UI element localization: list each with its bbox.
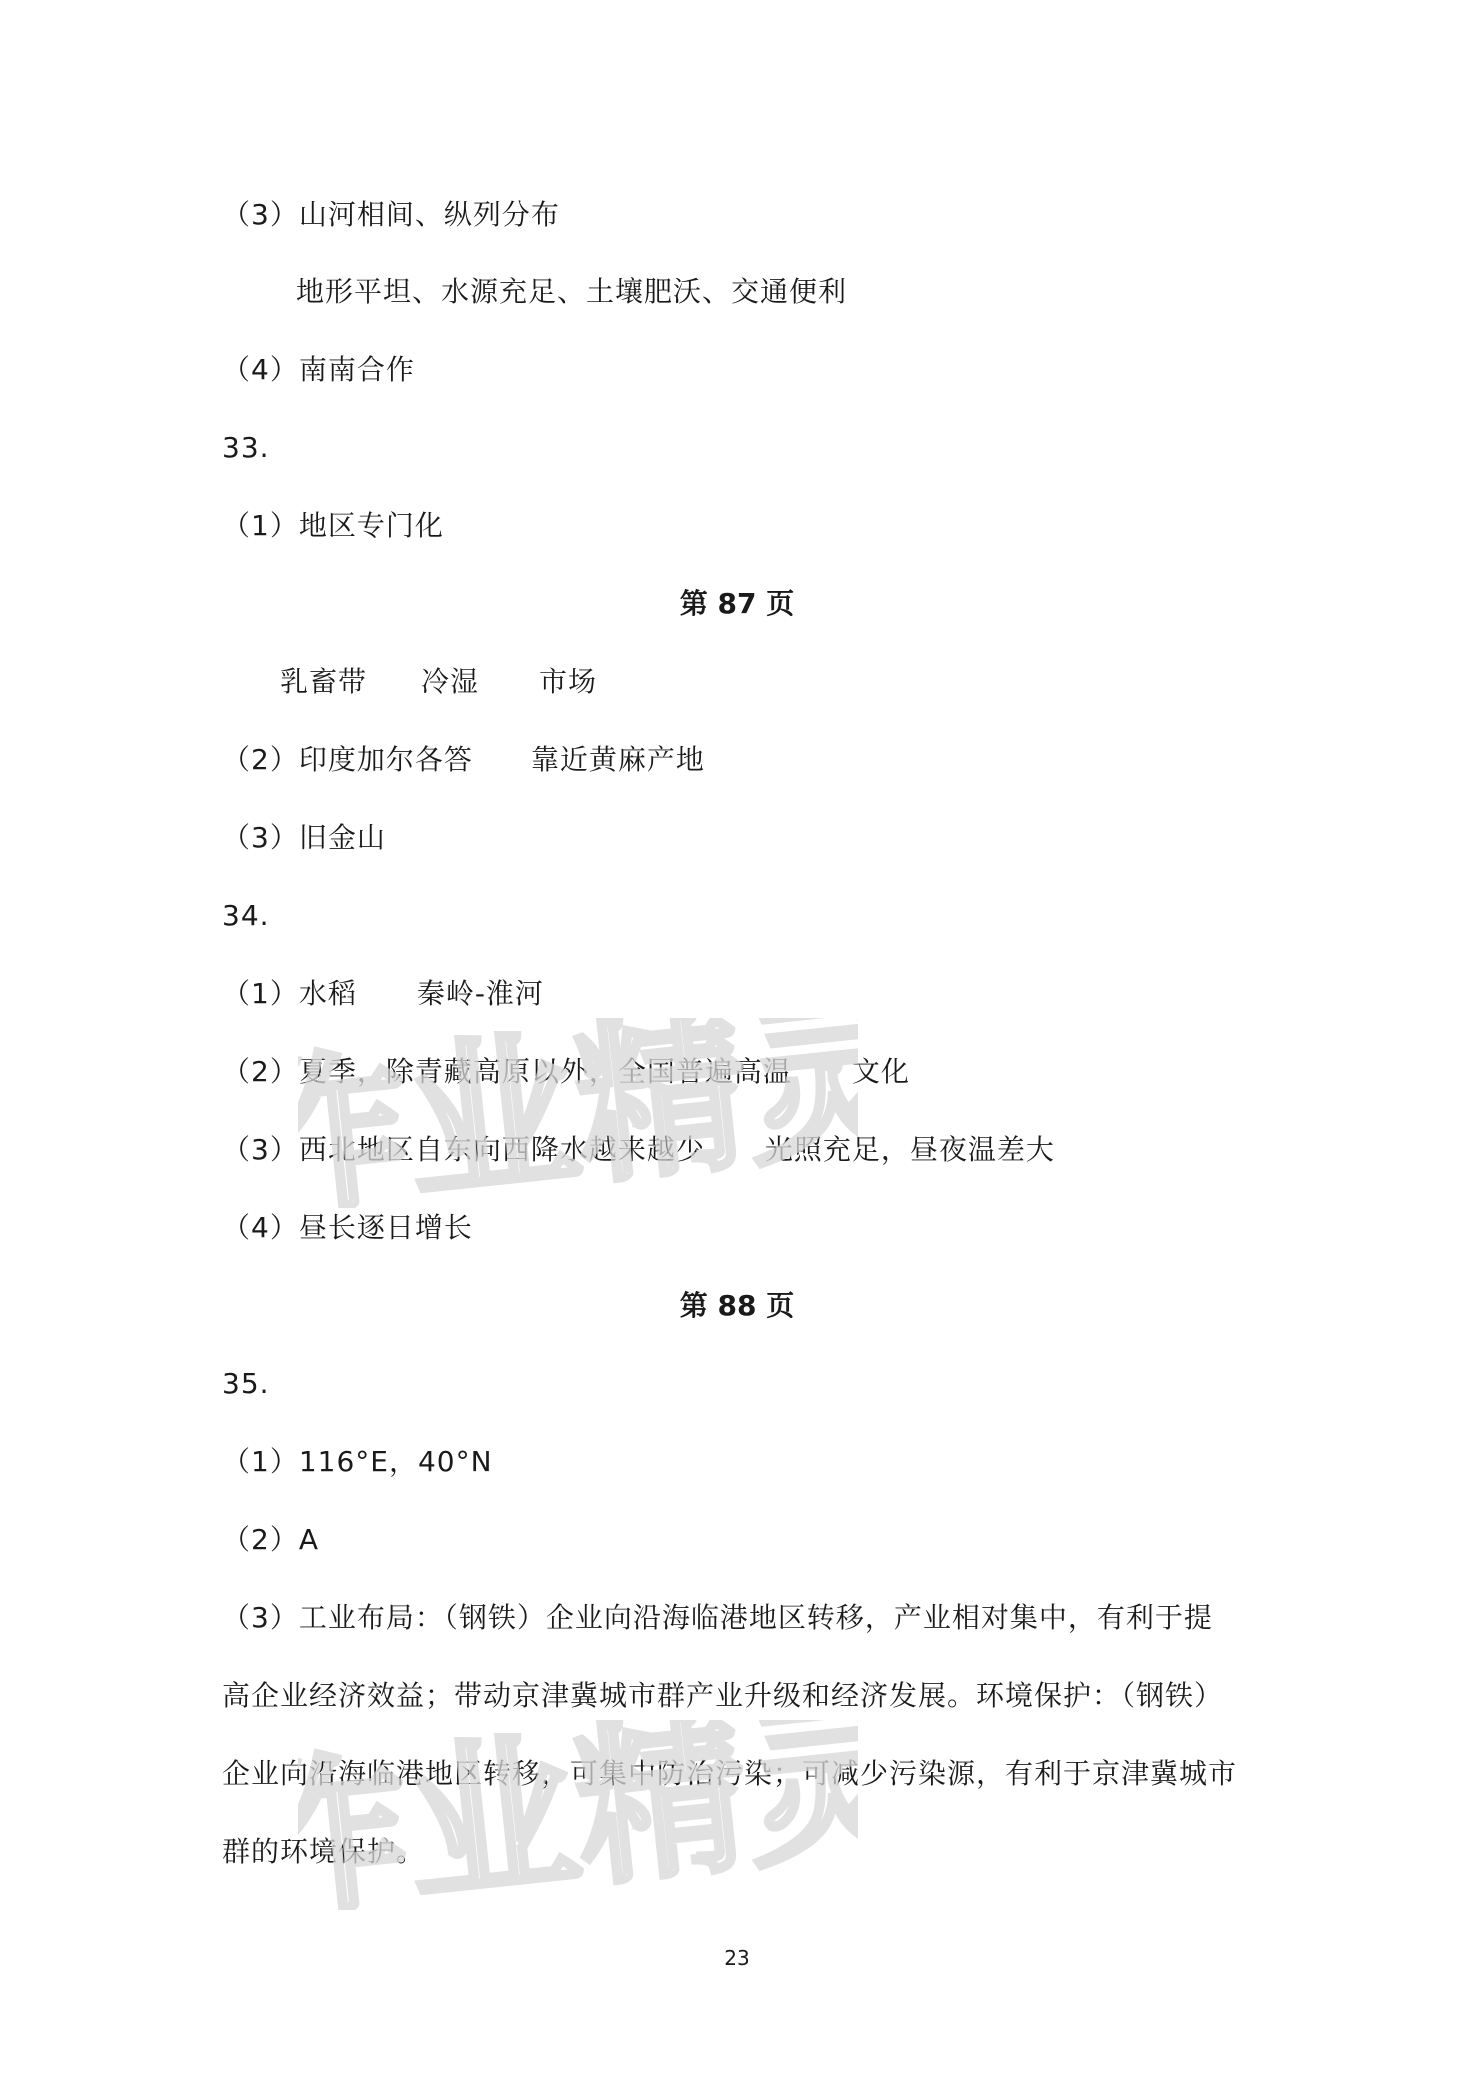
answer-line: 地形平坦、水源充足、土壤肥沃、交通便利 xyxy=(296,275,848,308)
answer-part: 市场 xyxy=(539,665,598,698)
question-number: 35. xyxy=(222,1367,270,1400)
watermark-text: 作业精灵 xyxy=(298,1720,858,1910)
answer-line: （1）116°E，40°N xyxy=(222,1445,493,1478)
answer-part: （1）水稻 xyxy=(222,977,357,1010)
answer-line: （1）地区专门化 xyxy=(222,509,444,542)
answer-line: （3）山河相间、纵列分布 xyxy=(222,198,560,231)
paragraph-line: （3）工业布局：（钢铁）企业向沿海临港地区转移，产业相对集中，有利于提 xyxy=(222,1601,1213,1634)
watermark xyxy=(298,1720,858,1910)
paragraph-line: 群的环境保护。 xyxy=(222,1835,426,1868)
answer-line: （3）旧金山 xyxy=(222,821,386,854)
page-number: 23 xyxy=(724,1946,750,1970)
answer-line xyxy=(222,740,705,780)
answer-part: （2）印度加尔各答 xyxy=(222,743,473,776)
question-number: 34. xyxy=(222,899,270,932)
answer-part: （2）夏季，除青藏高原以外，全国普遍高温 xyxy=(222,1055,792,1088)
answer-part: （3）西北地区自东向西降水越来越少 xyxy=(222,1133,705,1166)
paragraph-line: 高企业经济效益；带动京津冀城市群产业升级和经济发展。环境保护：（钢铁） xyxy=(222,1679,1224,1712)
answer-line xyxy=(222,1130,1055,1170)
watermark xyxy=(298,1018,858,1208)
answer-line: （2）A xyxy=(222,1523,319,1556)
answer-line xyxy=(280,662,597,702)
paragraph-line: 企业向沿海临港地区转移，可集中防治污染；可减少污染源，有利于京津冀城市 xyxy=(222,1757,1238,1790)
answer-line xyxy=(222,1052,910,1092)
answer-line xyxy=(222,974,544,1014)
answer-part: 靠近黄麻产地 xyxy=(530,743,705,776)
watermark-text: 作业精灵 xyxy=(298,1018,858,1208)
watermark-graphic xyxy=(298,1720,858,1910)
answer-part: 乳畜带 xyxy=(280,665,368,698)
page-heading: 第 87 页 xyxy=(679,587,795,620)
answer-part: 光照充足，昼夜温差大 xyxy=(764,1133,1055,1166)
answer-part: 冷湿 xyxy=(421,665,480,698)
watermark-graphic xyxy=(298,1018,858,1208)
answer-line: （4）昼长逐日增长 xyxy=(222,1211,473,1244)
answer-line: （4）南南合作 xyxy=(222,353,415,386)
answer-part: 秦岭-淮河 xyxy=(416,977,544,1010)
page-heading: 第 88 页 xyxy=(679,1289,795,1322)
question-number: 33. xyxy=(222,431,270,464)
answer-part: 文化 xyxy=(851,1055,910,1088)
